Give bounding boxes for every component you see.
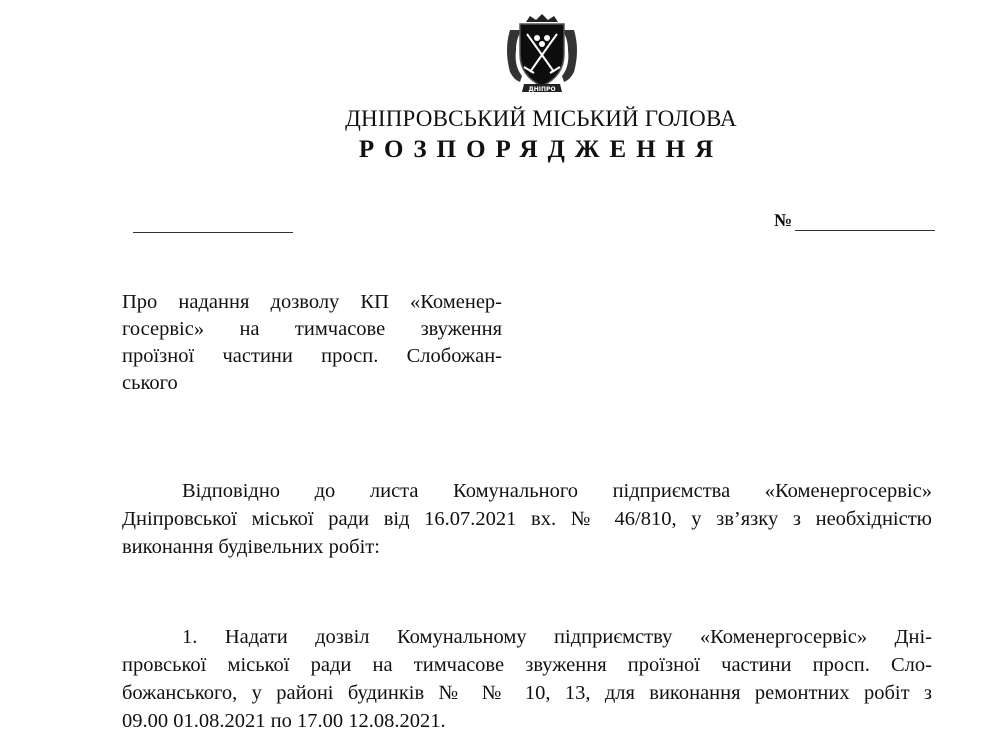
preamble-paragraph [122,477,932,561]
preamble-line: Дніпровської міської ради від 16.07.2021 вх. № 46/810, у зв’язку з необхідністю [122,508,932,530]
preamble-line: виконання будівельних робіт: [122,536,380,558]
date-blank-line [133,232,293,233]
subject-line: госервіс» на тимчасове звуження [122,318,502,340]
item-1-line: божанського, у районі будинків № № 10, 13, для виконання ремонтних робіт з [122,682,932,704]
document-type-title: РОЗПОРЯДЖЕННЯ [358,136,724,163]
item-1-line: 09.00 01.08.2021 по 17.00 12.08.2021. [122,710,446,732]
issuing-authority: ДНІПРОВСЬКИЙ МІСЬКИЙ ГОЛОВА [345,106,737,131]
subject-line: проїзної частини просп. Слобожан- [122,345,502,367]
document-subject [122,289,502,397]
item-1-line: 1. Надати дозвіл Комунальному підприємству «Коменергосервіс» Дні- [182,626,932,648]
city-coat-of-arms-icon [500,10,584,94]
subject-line: ського [122,372,178,394]
item-1-paragraph [122,623,932,735]
preamble-line: Відповідно до листа Комунального підприємства «Коменергосервіс» [182,480,932,502]
number-blank-line [795,230,935,231]
number-label: № [774,210,793,230]
svg-text:ДНІПРО: ДНІПРО [528,86,556,93]
item-1-line: провської міської ради на тимчасове звуження проїзної частини просп. Сло- [122,654,932,676]
subject-line: Про надання дозволу КП «Коменер- [122,291,502,313]
